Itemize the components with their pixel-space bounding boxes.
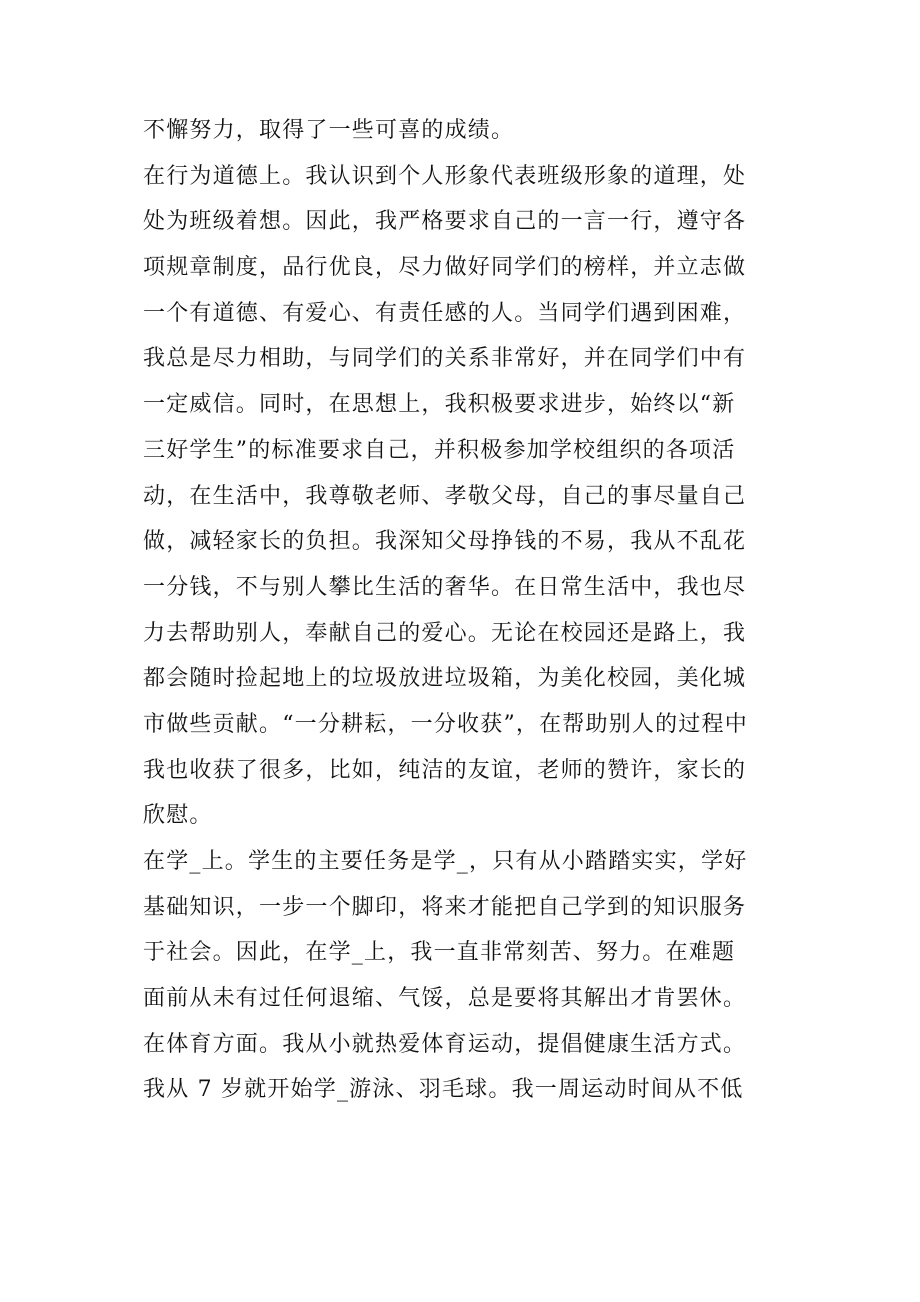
- text-line: 于社会。因此，在学_上，我一直非常刻苦、努力。在难题: [143, 940, 736, 966]
- text-line: 市做些贡献。“一分耕耘，一分收获”，在帮助别人的过程中: [143, 711, 748, 737]
- text-line: 我总是尽力相助，与同学们的关系非常好，并在同学们中有: [143, 346, 747, 372]
- text-line: 项规章制度，品行优良，尽力做好同学们的榜样，并立志做: [143, 255, 747, 281]
- text-line: 做，减轻家长的负担。我深知父母挣钱的不易，我从不乱花: [143, 529, 747, 555]
- text-line: 一个有道德、有爱心、有责任感的人。当同学们遇到困难，: [143, 300, 747, 326]
- text-line: 在学_上。学生的主要任务是学_，只有从小踏踏实实，学好: [143, 849, 748, 874]
- text-line: 一分钱，不与别人攀比生活的奢华。在日常生活中，我也尽: [143, 574, 747, 600]
- text-line: 力去帮助别人，奉献自己的爱心。无论在校园还是路上，我: [143, 620, 747, 646]
- document-body: [143, 108, 793, 1113]
- text-line: 我也收获了很多，比如，纯洁的友谊，老师的赞许，家长的: [143, 757, 747, 783]
- text-line: 三好学生”的标准要求自己，并积极参加学校组织的各项活: [143, 437, 736, 463]
- text-line: 动，在生活中，我尊敬老师、孝敬父母，自己的事尽量自己: [143, 483, 747, 509]
- text-line: 面前从未有过任何退缩、气馁，总是要将其解出才肯罢休。: [143, 986, 747, 1012]
- text-line: 我从 7 岁就开始学_游泳、羽毛球。我一周运动时间从不低: [143, 1077, 744, 1103]
- text-line: 都会随时捡起地上的垃圾放进垃圾箱，为美化校园，美化城: [143, 666, 747, 692]
- text-line: 不懈努力，取得了一些可喜的成绩。: [143, 118, 515, 143]
- text-line: 处为班级着想。因此，我严格要求自己的一言一行，遵守各: [143, 209, 747, 235]
- text-line: 一定威信。同时，在思想上，我积极要求进步，始终以“新: [143, 392, 736, 418]
- text-line: 在体育方面。我从小就热爱体育运动，提倡健康生活方式。: [143, 1031, 747, 1057]
- text-line: 欣慰。: [143, 803, 213, 829]
- text-line: 在行为道德上。我认识到个人形象代表班级形象的道理，处: [143, 163, 747, 189]
- text-line: 基础知识，一步一个脚印，将来才能把自己学到的知识服务: [143, 894, 747, 920]
